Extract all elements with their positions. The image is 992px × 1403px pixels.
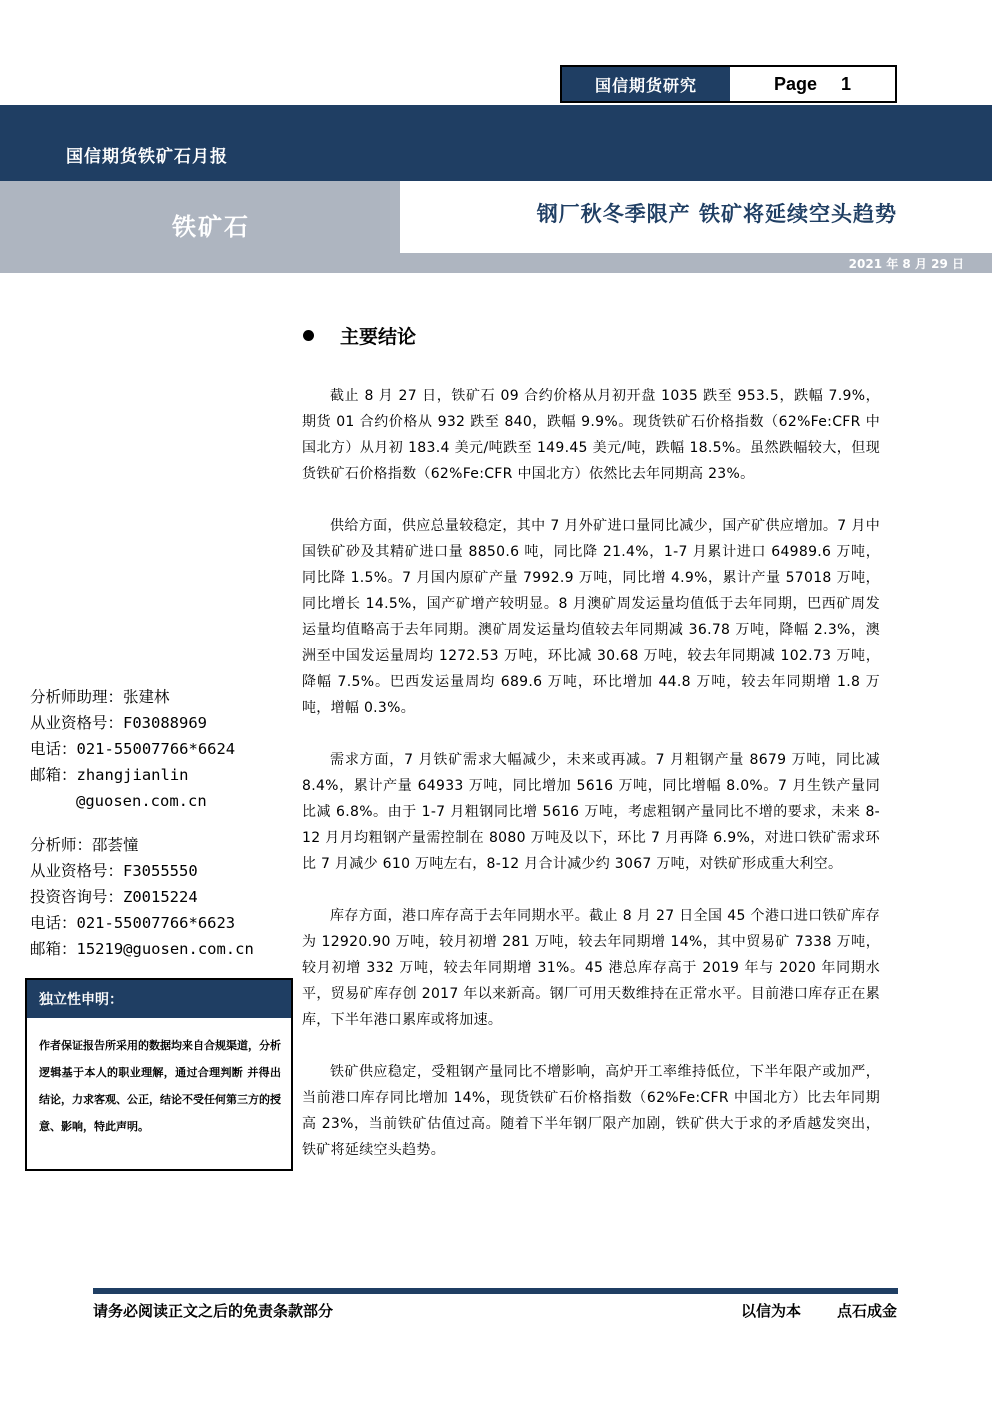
- section-title: 主要结论: [340, 326, 417, 348]
- section-heading: [303, 322, 416, 349]
- analyst-role: 分析师助理：张建林: [30, 688, 170, 706]
- report-headline: 钢厂秋冬季限产 铁矿将延续空头趋势: [536, 201, 897, 226]
- footer-motto: [741, 1300, 897, 1321]
- statement-title: 独立性申明：: [27, 980, 291, 1018]
- statement-text: 作者保证报告所采用的数据均来自合规渠道，分析逻辑基于本人的职业理解，通过合理判断 并得出结论，力求客观、公正，结论不受任何第三方的授意、影响，特此声明。: [39, 1039, 281, 1133]
- footer-rule: [93, 1288, 898, 1294]
- paragraph-inventory: 库存方面，港口库存高于去年同期水平。截止 8 月 27 日全国 45 个港口进口铁矿库存为 12920.90 万吨，较月初增 281 万吨，较去年同期增 14%，其中贸易矿 7338 万吨，较月初增 332 万吨，较去年同期增 31%。45 港总库存高于 2019 年与 2020 年同期水平，贸易矿库存创 2017 年以来新高。钢厂可用天数维持在正常水平。目前港口库存正在累库，下半年港口累库或将加速。: [302, 908, 880, 1028]
- analyst-license: 从业资格号：F3055550: [30, 862, 198, 880]
- analyst-email-domain: @guosen.com.cn: [76, 792, 207, 810]
- analyst-assistant: [30, 684, 295, 814]
- analyst-license: 从业资格号：F03088969: [30, 714, 207, 732]
- analyst-info: [30, 684, 295, 980]
- paragraph-supply: 供给方面，供应总量较稳定，其中 7 月外矿进口量同比减少，国产矿供应增加。7 月中国铁矿砂及其精矿进口量 8850.6 吨，同比降 21.4%，1-7 月累计进口 64989.6 万吨，同比降 1.5%。7 月国内原矿产量 7992.9 万吨，同比增 4.9%，累计产量 57018 万吨，同比增长 14.5%，国产矿增产较明显。8 月澳矿周发运量均值低于去年同期，巴西矿周发运量均值略高于去年同期。澳矿周发运量均值较去年同期减 36.78 万吨，降幅 2.3%，澳洲至中国发运量周均 1272.53 万吨，环比减 30.68 万吨，较去年同期减 102.73 万吨，降幅 7.5%。巴西发运量周均 689.6 万吨，环比增加 44.8 万吨，较去年同期增 1.8 万吨，增幅 0.3%。: [302, 518, 880, 716]
- paragraph-conclusion: 铁矿供应稳定，受粗钢产量同比不增影响，高炉开工率维持低位，下半年限产或加严，当前港口库存同比增加 14%，现货铁矿石价格指数（62%Fe:CFR 中国北方）比去年同期高 23%，当前铁矿估值过高。随着下半年钢厂限产加剧，铁矿供大于求的矛盾越发突出，铁矿将延续空头趋势。: [302, 1064, 880, 1158]
- bullet-icon: [303, 330, 314, 341]
- footer-disclaimer-note: 请务必阅读正文之后的免责条款部分: [93, 1302, 334, 1320]
- analyst-phone: 电话：021-55007766*6624: [30, 740, 236, 758]
- header-tab: [560, 65, 897, 103]
- report-name: 国信期货铁矿石月报: [66, 147, 228, 167]
- paragraph-price: 截止 8 月 27 日，铁矿石 09 合约价格从月初开盘 1035 跌至 953.5，跌幅 7.9%，期货 01 合约价格从 932 跌至 840，跌幅 9.9%。现货铁矿石价格指数（62%Fe:CFR 中国北方）从月初 183.4 美元/吨跌至 149.45 美元/吨，跌幅 18.5%。虽然跌幅较大，但现货铁矿石价格指数（62%Fe:CFR 中国北方）依然比去年同期高 23%。: [302, 388, 880, 482]
- report-body: [302, 383, 880, 1189]
- paragraph-demand: 需求方面，7 月铁矿需求大幅减少，未来或再减。7 月粗钢产量 8679 万吨，同比减 8.4%，累计产量 64933 万吨，同比增加 5616 万吨，同比增幅 8.0%。7 月生铁产量同比减 6.8%。由于 1-7 月粗钢同比增 5616 万吨，考虑粗钢产量同比不增的要求，未来 8-12 月月均粗钢产量需控制在 8080 万吨及以下，环比 7 月再降 6.9%，对进口铁矿需求环比 7 月减少 610 万吨左右，8-12 月合计减少约 3067 万吨，对铁矿形成重大利空。: [302, 752, 880, 872]
- analyst-email: 邮箱：zhangjianlin: [30, 766, 189, 784]
- analyst-email: 邮箱：15219@guosen.com.cn: [30, 940, 254, 958]
- analyst-main: [30, 832, 295, 962]
- analyst-consult-number: 投资咨询号：Z0015224: [30, 888, 198, 906]
- category-label: 铁矿石: [172, 212, 250, 241]
- page-number: 1: [841, 73, 852, 94]
- page-indicator: [730, 67, 895, 101]
- independence-statement: [25, 978, 293, 1171]
- motto-2: 点石成金: [836, 1302, 897, 1320]
- analyst-role: 分析师：邵荟憧: [30, 836, 139, 854]
- motto-1: 以信为本: [740, 1302, 801, 1320]
- org-tab-label: 国信期货研究: [562, 67, 730, 101]
- report-date: 2021 年 8 月 29 日: [848, 257, 964, 271]
- page-label: Page: [773, 73, 817, 94]
- analyst-phone: 电话：021-55007766*6623: [30, 914, 236, 932]
- date-band: [0, 253, 992, 273]
